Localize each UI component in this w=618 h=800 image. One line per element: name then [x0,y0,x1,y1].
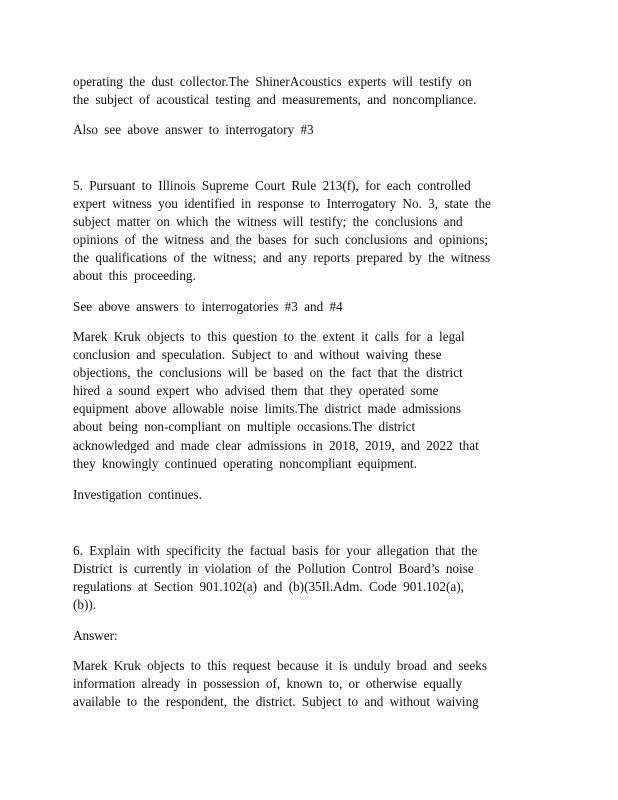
text-line: See above answers to interrogatories #3 and #4 [73,299,343,314]
interrogatory-5 [73,177,543,286]
text-line: acknowledged and made clear admissions in 2018, 2019, and 2022 that [73,437,479,453]
paragraph-objection-5 [73,328,543,473]
paragraph-see-answer-3 [73,121,543,139]
text-line: the subject of acoustical testing and measurements, and noncompliance. [73,92,477,108]
text-line: information already in possession of, known to, or otherwise equally [73,676,463,692]
interrogatory-6 [73,542,543,614]
text-line: equipment above allowable noise limits.The district made admissions [73,401,461,417]
text-line: operating the dust collector.The ShinerAcoustics experts will testify on [73,74,472,89]
paragraph-investigation-continues [73,486,543,504]
text-line: 5. Pursuant to Illinois Supreme Court Rule 213(f), for each controlled [73,178,471,193]
text-line: subject matter on which the witness will testify; the conclusions and [73,214,463,230]
text-line: about being non-compliant on multiple occasions.The district [73,419,416,435]
text-line: about this proceeding. [73,268,196,284]
text-line: Answer: [73,628,118,643]
text-line: hired a sound expert who advised them that they operated some [73,383,439,399]
paragraph-expert-testimony [73,73,543,109]
text-line: regulations at Section 901.102(a) and (b)(35Il.Adm. Code 901.102(a), [73,579,464,595]
text-line: available to the respondent, the district. Subject to and without waiving [73,694,479,710]
text-line: they knowingly continued operating noncompliant equipment. [73,455,417,471]
text-line: expert witness you identified in response to Interrogatory No. 3, state the [73,196,491,212]
text-line: Investigation continues. [73,487,202,502]
text-line: the qualifications of the witness; and any reports prepared by the witness [73,250,491,266]
text-line: objections, the conclusions will be based on the fact that the district [73,365,463,381]
text-line: Marek Kruk objects to this request because it is unduly broad and seeks [73,658,487,673]
text-line: Also see above answer to interrogatory #3 [73,122,314,137]
text-line: Marek Kruk objects to this question to the extent it calls for a legal [73,329,465,344]
paragraph-objection-6 [73,657,543,711]
answer-label [73,627,543,645]
text-line: opinions of the witness and the bases for such conclusions and opinions; [73,232,489,248]
text-line: 6. Explain with specificity the factual basis for your allegation that the [73,543,478,558]
text-line: conclusion and speculation. Subject to and without waiving these [73,347,442,363]
text-line: (b)). [73,597,97,613]
text-line: District is currently in violation of the Pollution Control Board’s noise [73,561,474,577]
paragraph-see-answers-3-4 [73,298,543,316]
